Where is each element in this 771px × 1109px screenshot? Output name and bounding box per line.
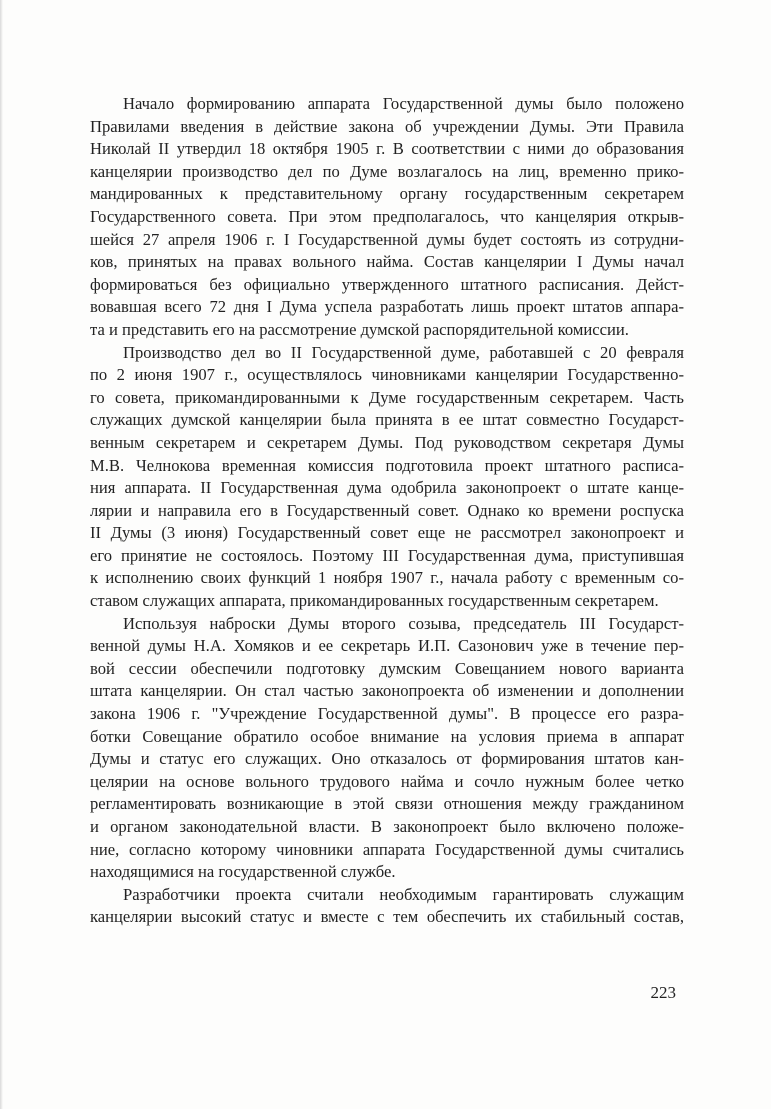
page-number: 223 [650,983,676,1002]
text-line: шейся 27 апреля 1906 г. I Государственной думы будет состоять из сотрудни- [90,229,684,249]
text-line: венной думы Н.А. Хомяков и ее секретарь И.П. Сазонович уже в течение пер- [90,636,684,656]
text-line: регламентировать возникающие в этой связи отношения между гражданином [90,794,684,814]
text-line: Начало формированию аппарата Государственной думы было положено [123,94,684,113]
text-line: Разработчики проекта считали необходимым гарантировать служащим [123,884,684,904]
text-line: его принятие не состоялось. Поэтому III Государственная дума, приступившая [90,545,684,565]
text-line: Государственного совета. При этом предполагалось, что канцелярия открыв- [90,206,684,226]
text-line: М.В. Челнокова временная комиссия подготовила проект штатного расписа- [90,455,684,475]
page-edge-shadow [0,0,3,1109]
text-line: венным секретарем и секретарем Думы. Под руководством секретаря Думы [90,432,684,452]
text-line: Думы и статус его служащих. Оно отказалось от формирования штатов кан- [90,749,684,769]
text-line: Николай II утвердил 18 октября 1905 г. В соответствии с ними до образования [90,139,684,159]
text-line: го совета, прикомандированными к Думе государственным секретарем. Часть [90,387,684,407]
text-line: целярии на основе вольного трудового найма и сочло нужным более четко [90,771,684,791]
text-line: лярии и направила его в Государственный совет. Однако ко времени роспуска [90,500,684,520]
text-line: вовавшая всего 72 дня I Дума успела разработать лишь проект штатов аппара- [90,297,684,317]
text-line: по 2 июня 1907 г., осуществлялось чиновниками канцелярии Государственно- [90,365,684,385]
text-line: канцелярии производство дел по Думе возлагалось на лиц, временно прико- [90,161,684,181]
text-line: закона 1906 г. "Учреждение Государственной думы". В процессе его разра- [90,704,684,724]
text-line: ния аппарата. II Государственная дума одобрила законопроект о штате канце- [90,478,684,498]
text-line: ков, принятых на правах вольного найма. Состав канцелярии I Думы начал [90,252,684,272]
text-line: II Думы (3 июня) Государственный совет еще не рассмотрел законопроект и [90,523,684,543]
text-line: Используя наброски Думы второго созыва, председатель III Государст- [123,613,684,633]
text-line: формироваться без официально утвержденного штатного расписания. Дейст- [90,274,684,294]
text-line: к исполнению своих функций 1 ноября 1907 г., начала работу с временным со- [90,568,684,588]
text-line: ботки Совещание обратило особое внимание на условия приема в аппарат [90,726,684,746]
body-text [90,93,684,929]
text-line: Производство дел во II Государственной думе, работавшей с 20 февраля [123,342,684,362]
text-line: штата канцелярии. Он стал частью законопроекта об изменении и дополнении [90,681,684,701]
text-line: находящимися на государственной службе. [90,862,396,882]
text-line: та и представить его на рассмотрение думской распорядительной комиссии. [90,319,629,339]
text-line: служащих думской канцелярии была принята в ее штат совместно Государст- [90,410,684,430]
text-line: Правилами введения в действие закона об учреждении Думы. Эти Правила [90,116,684,136]
text-line: мандированных к представительному органу государственным секретарем [90,184,684,204]
text-line: канцелярии высокий статус и вместе с тем обеспечить их стабильный состав, [90,907,684,927]
text-line: ставом служащих аппарата, прикомандированных государственным секретарем. [90,591,659,611]
text-line: ние, согласно которому чиновники аппарата Государственной думы считались [90,839,684,859]
text-line: и органом законодательной власти. В законопроект было включено положе- [90,817,684,836]
text-line: вой сессии обеспечили подготовку думским Совещанием нового варианта [90,658,684,678]
